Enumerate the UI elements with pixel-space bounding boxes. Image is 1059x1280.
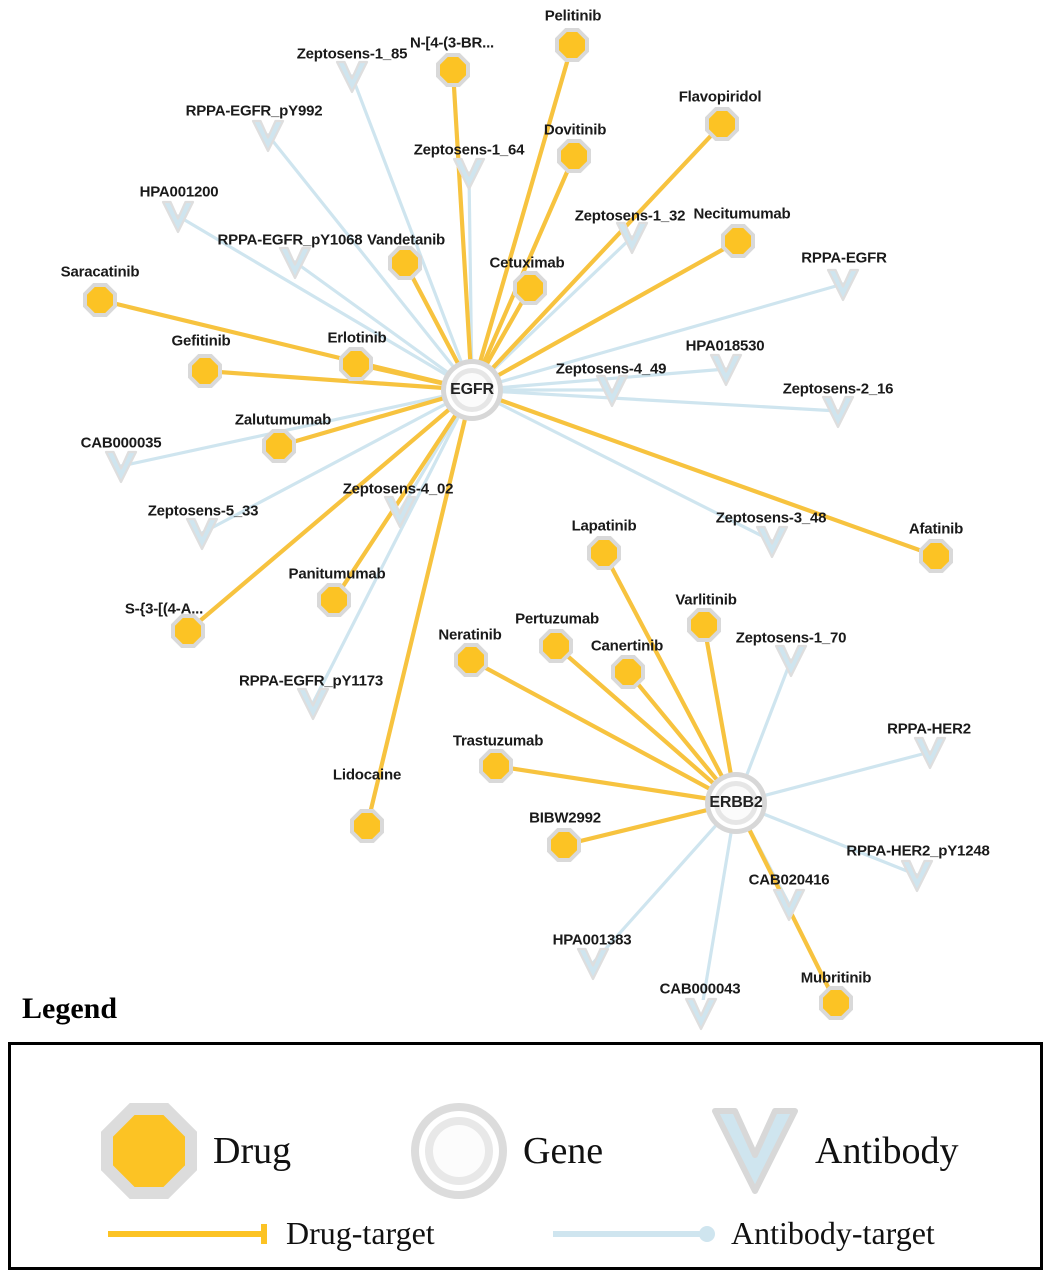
drug-label: Dovitinib (543, 121, 607, 139)
gene-circle-icon (411, 1103, 507, 1199)
drug-target-line-icon (106, 1219, 276, 1249)
antibody-node[interactable] (296, 686, 330, 720)
drug-node[interactable] (171, 614, 205, 648)
antibody-node[interactable] (772, 887, 806, 921)
antibody-label: Zeptosens-1_32 (574, 207, 686, 225)
drug-node[interactable] (188, 354, 222, 388)
drug-label: Pertuzumab (515, 610, 599, 628)
drug-node[interactable] (687, 608, 721, 642)
legend-antibody-target-edge (551, 1215, 935, 1252)
legend-antibody-target-label: Antibody-target (731, 1215, 935, 1251)
antibody-node[interactable] (452, 156, 486, 190)
antibody-node[interactable] (595, 373, 629, 407)
edge (313, 390, 472, 703)
antibody-label: RPPA-HER2 (887, 720, 971, 738)
antibody-label: Zeptosens-1_64 (413, 141, 525, 159)
drug-node[interactable] (479, 749, 513, 783)
drug-label: Erlotinib (327, 329, 387, 347)
antibody-node[interactable] (821, 394, 855, 428)
antibody-label: HPA001200 (139, 183, 219, 201)
legend-box (8, 1042, 1043, 1270)
legend-drug-target-label: Drug-target (286, 1215, 435, 1251)
antibody-node[interactable] (251, 118, 285, 152)
antibody-label: Zeptosens-1_85 (296, 45, 408, 63)
antibody-node[interactable] (104, 449, 138, 483)
legend-gene (411, 1103, 603, 1199)
antibody-label: Zeptosens-5_33 (147, 502, 259, 520)
drug-node[interactable] (83, 283, 117, 317)
drug-label: Zalutumumab (234, 411, 332, 429)
drug-label: Varlitinib (675, 591, 737, 609)
antibody-label: RPPA-EGFR (801, 249, 887, 267)
legend-title: Legend (22, 992, 118, 1025)
legend-antibody (711, 1103, 959, 1199)
legend-gene-label: Gene (523, 1130, 604, 1172)
antibody-label: HPA001383 (552, 931, 632, 949)
antibody-label: CAB000043 (659, 980, 741, 998)
antibody-label: Zeptosens-4_02 (342, 480, 454, 498)
antibody-node[interactable] (576, 946, 610, 980)
drug-octagon-icon (101, 1103, 197, 1199)
drug-label: Flavopiridol (678, 88, 762, 106)
legend-drug (101, 1103, 291, 1199)
drug-label: Lidocaine (332, 766, 402, 784)
drug-label: Trastuzumab (452, 732, 544, 750)
drug-node[interactable] (611, 655, 645, 689)
drug-label: Cetuximab (489, 254, 565, 272)
drug-node[interactable] (388, 246, 422, 280)
edge (472, 390, 936, 556)
legend-antibody-label: Antibody (815, 1130, 959, 1172)
drug-label: Afatinib (908, 520, 964, 538)
antibody-node[interactable] (161, 199, 195, 233)
drug-node[interactable] (587, 536, 621, 570)
antibody-target-line-icon (551, 1219, 721, 1249)
drug-label: Neratinib (438, 626, 502, 644)
antibody-label: Zeptosens-2_16 (782, 380, 894, 398)
antibody-label: CAB000035 (80, 434, 162, 452)
drug-label: Necitumumab (693, 205, 791, 223)
drug-node[interactable] (539, 629, 573, 663)
antibody-node[interactable] (684, 996, 718, 1030)
drug-node[interactable] (339, 347, 373, 381)
drug-node[interactable] (436, 53, 470, 87)
antibody-label: HPA018530 (685, 337, 765, 355)
drug-node[interactable] (721, 224, 755, 258)
antibody-label: Zeptosens-3_48 (715, 509, 827, 527)
drug-node[interactable] (513, 271, 547, 305)
drug-label: Gefitinib (171, 332, 231, 350)
drug-node[interactable] (705, 107, 739, 141)
antibody-node[interactable] (185, 516, 219, 550)
antibody-node[interactable] (755, 524, 789, 558)
antibody-node[interactable] (335, 59, 369, 93)
gene-label: EGFR (450, 381, 494, 398)
drug-label: Lapatinib (571, 517, 637, 535)
drug-label: Panitumumab (288, 565, 386, 583)
drug-node[interactable] (350, 809, 384, 843)
legend-drug-target-edge (106, 1215, 435, 1252)
drug-label: S-{3-[(4-A... (124, 600, 204, 618)
drug-node[interactable] (555, 28, 589, 62)
antibody-node[interactable] (383, 494, 417, 528)
drug-label: Vandetanib (366, 231, 446, 249)
gene-label: ERBB2 (709, 794, 763, 811)
antibody-node[interactable] (913, 735, 947, 769)
drug-label: Canertinib (590, 637, 664, 655)
drug-node[interactable] (547, 828, 581, 862)
drug-label: Saracatinib (60, 263, 140, 281)
drug-label: Pelitinib (544, 7, 602, 25)
antibody-node[interactable] (826, 267, 860, 301)
edge (367, 390, 472, 826)
antibody-label: Zeptosens-4_49 (555, 360, 667, 378)
antibody-node[interactable] (774, 643, 808, 677)
drug-node[interactable] (262, 429, 296, 463)
antibody-label: RPPA-EGFR_pY992 (185, 102, 323, 120)
antibody-label: CAB020416 (748, 871, 830, 889)
antibody-label: RPPA-HER2_pY1248 (846, 842, 990, 860)
drug-node[interactable] (454, 643, 488, 677)
drug-label: Mubritinib (800, 969, 872, 987)
drug-label: N-[4-(3-BR... (409, 34, 495, 52)
antibody-label: RPPA-EGFR_pY1068 (217, 231, 363, 249)
drug-node[interactable] (819, 986, 853, 1020)
drug-node[interactable] (317, 583, 351, 617)
drug-label: BIBW2992 (529, 809, 601, 827)
drug-node[interactable] (919, 539, 953, 573)
antibody-label: RPPA-EGFR_pY1173 (238, 672, 384, 690)
antibody-chevron-icon (711, 1103, 799, 1199)
antibody-node[interactable] (900, 858, 934, 892)
antibody-label: Zeptosens-1_70 (735, 629, 847, 647)
antibody-node[interactable] (615, 220, 649, 254)
antibody-node[interactable] (278, 245, 312, 279)
legend-drug-label: Drug (213, 1130, 292, 1172)
antibody-node[interactable] (709, 352, 743, 386)
drug-node[interactable] (557, 139, 591, 173)
